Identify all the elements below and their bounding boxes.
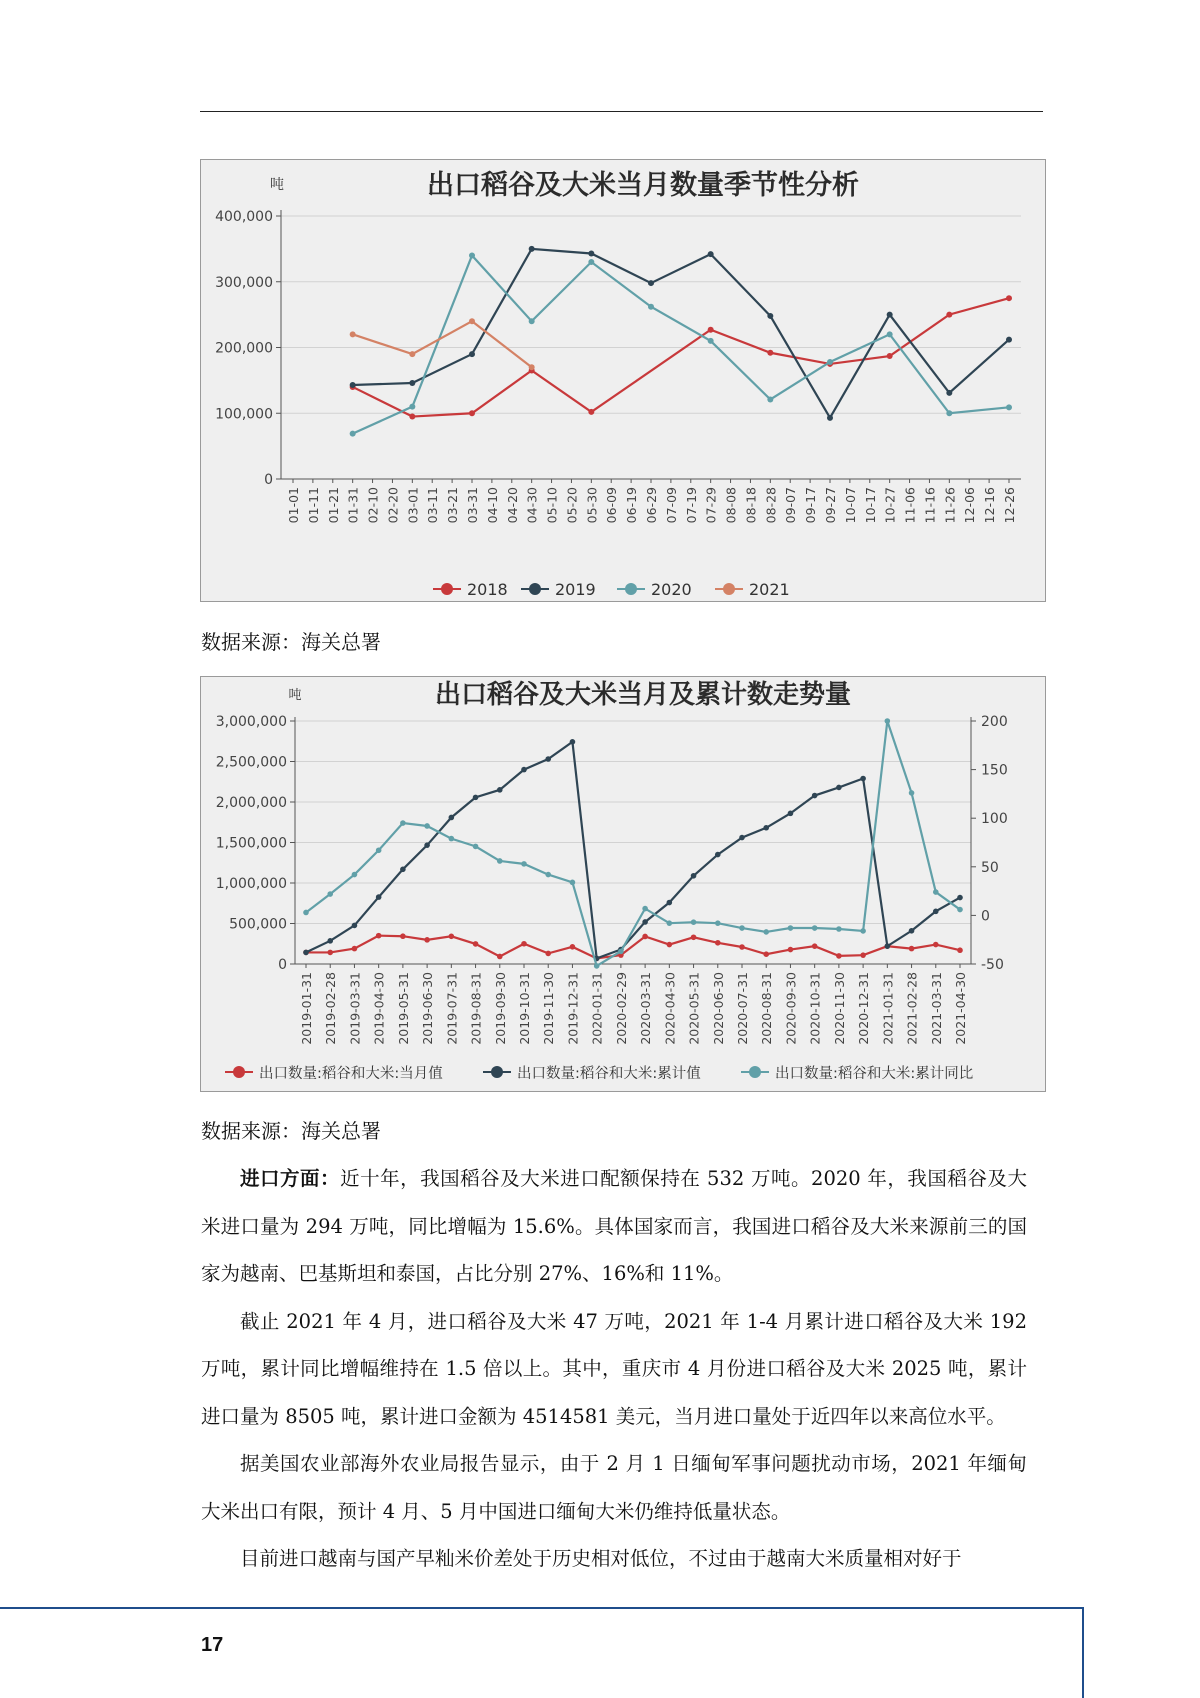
data-point	[909, 790, 915, 796]
legend-label: 2018	[467, 580, 508, 599]
x-tick-label: 08-28	[763, 487, 779, 524]
x-tick-label: 07-29	[703, 487, 719, 524]
legend-marker	[441, 583, 453, 595]
data-point	[497, 787, 503, 793]
data-point	[497, 858, 503, 864]
data-point	[400, 867, 406, 873]
legend-marker	[723, 583, 735, 595]
data-point-2018	[588, 409, 594, 415]
x-tick-label: 06-09	[604, 487, 620, 524]
data-point	[327, 938, 333, 944]
data-point-2019	[767, 313, 773, 319]
data-point	[376, 894, 382, 900]
data-point	[909, 928, 915, 934]
x-tick-label: 09-17	[803, 487, 819, 524]
data-point	[739, 944, 745, 950]
x-tick-label: 02-10	[365, 487, 381, 524]
data-point	[788, 947, 794, 953]
data-point	[570, 880, 576, 886]
legend-marker	[625, 583, 637, 595]
footer-rule	[0, 1607, 1084, 1609]
x-tick-label: 10-27	[882, 487, 898, 524]
data-point	[691, 919, 697, 925]
data-point	[739, 835, 745, 841]
x-tick-label: 11-16	[922, 487, 938, 524]
data-point	[715, 940, 721, 946]
data-point	[788, 925, 794, 931]
data-point	[957, 895, 963, 901]
data-point-2020	[648, 304, 654, 310]
paragraph-text: 近十年，我国稻谷及大米进口配额保持在 532 万吨。2020 年，我国稻谷及大米进口量为 294 万吨，同比增幅为 15.6%。具体国家而言，我国进口稻谷及大米来源前三的国家为越南、巴基斯坦和泰国，占比分别 27%、16%和 11%。	[201, 1167, 1027, 1285]
series-line	[306, 742, 960, 959]
data-point-2021	[350, 331, 356, 337]
data-point	[836, 926, 842, 932]
x-tick-label: 2021-01-31	[880, 972, 896, 1045]
x-tick-label: 2019-01-31	[299, 972, 314, 1045]
legend-marker	[491, 1066, 503, 1078]
data-source-label: 数据来源：海关总署	[201, 630, 381, 654]
x-tick-label: 2019-05-31	[395, 972, 411, 1045]
x-tick-label: 2020-07-31	[735, 972, 750, 1045]
y-tick-label: 0	[278, 957, 287, 973]
data-point-2018	[946, 312, 952, 318]
data-point	[473, 941, 479, 947]
data-point-2018	[708, 327, 714, 333]
data-point	[933, 909, 939, 915]
y-tick-label: 3,000,000	[215, 714, 287, 730]
y-tick-label: 200,000	[215, 340, 273, 357]
x-tick-label: 04-20	[504, 487, 520, 524]
data-point	[957, 907, 963, 913]
data-point	[545, 756, 551, 762]
x-tick-label: 2020-11-30	[831, 972, 847, 1045]
data-point	[667, 900, 673, 906]
legend-label: 2020	[651, 580, 692, 599]
x-tick-label: 04-30	[524, 487, 540, 524]
x-tick-label: 02-20	[385, 487, 401, 524]
y-tick-label: 1,000,000	[215, 876, 287, 892]
x-tick-label: 2019-02-28	[323, 972, 339, 1045]
data-point	[400, 933, 406, 939]
data-point	[376, 933, 382, 939]
legend-label: 出口数量:稻谷和大米:累计同比	[775, 1066, 974, 1082]
data-point-2018	[1006, 295, 1012, 301]
data-point-2018	[409, 414, 415, 420]
data-point-2020	[767, 396, 773, 402]
y-tick-label: 500,000	[229, 916, 287, 933]
x-tick-label: 01-01	[286, 487, 301, 524]
data-point	[352, 946, 358, 952]
data-point-2020	[350, 431, 356, 437]
data-point-2018	[767, 350, 773, 356]
legend-marker	[233, 1066, 245, 1078]
data-point	[570, 739, 576, 745]
x-tick-label: 07-09	[663, 487, 679, 524]
y-tick-label: 0	[264, 472, 273, 488]
data-point	[400, 820, 406, 826]
data-point	[424, 823, 430, 829]
data-point-2019	[1006, 337, 1012, 343]
x-tick-label: 06-19	[624, 487, 640, 524]
data-point-2018	[469, 410, 475, 416]
data-point	[327, 891, 333, 897]
x-tick-label: 2019-04-30	[371, 972, 387, 1045]
data-point	[594, 963, 600, 969]
legend-marker	[529, 583, 541, 595]
x-tick-label: 08-18	[743, 487, 759, 524]
x-tick-label: 01-11	[305, 487, 321, 524]
x-tick-label: 2020-05-31	[686, 972, 702, 1045]
data-point	[739, 925, 745, 931]
y2-tick-label: 100	[981, 811, 1008, 828]
data-point-2020	[827, 359, 833, 365]
y2-tick-label: 0	[981, 908, 990, 925]
data-point-2020	[409, 404, 415, 410]
data-point-2019	[827, 415, 833, 421]
data-point	[957, 947, 963, 953]
legend-label: 出口数量:稻谷和大米:累计值	[517, 1066, 701, 1082]
data-point	[352, 872, 358, 878]
paragraph-cumulative: 截止 2021 年 4 月，进口稻谷及大米 47 万吨，2021 年 1-4 月累计进口稻谷及大米 192 万吨，累计同比增幅维持在 1.5 倍以上。其中，重庆市 4 月份进口稻谷及大米 2025 吨，累计进口量为 8505 吨，累计进口金额为 4514581 美元，当月进口量处于近四年以来高位水平。	[201, 1309, 1027, 1428]
y2-tick-label: 150	[981, 762, 1008, 779]
x-tick-label: 2021-04-30	[953, 972, 968, 1045]
seasonal-export-chart	[200, 159, 1046, 602]
chart-title: 出口稻谷及大米当月数量季节性分析	[427, 170, 859, 201]
data-point	[763, 951, 769, 957]
data-point-2019	[887, 312, 893, 318]
data-point	[715, 852, 721, 858]
data-point	[424, 937, 430, 943]
data-point	[449, 815, 455, 821]
x-tick-label: 05-30	[584, 487, 600, 524]
x-tick-label: 2019-07-31	[444, 972, 460, 1045]
legend-label: 出口数量:稻谷和大米:当月值	[259, 1066, 443, 1082]
data-point	[545, 951, 551, 957]
data-point	[667, 920, 673, 926]
data-point-2021	[469, 318, 475, 324]
seasonal-export-chart-svg	[201, 160, 1045, 601]
x-tick-label: 12-06	[962, 487, 978, 524]
x-tick-label: 2020-04-30	[662, 972, 678, 1045]
data-point	[642, 919, 648, 925]
data-point	[812, 943, 818, 949]
x-tick-label: 01-21	[325, 487, 341, 524]
legend-marker	[749, 1066, 761, 1078]
data-point	[327, 950, 333, 956]
x-tick-label: 2019-09-30	[492, 972, 508, 1045]
x-tick-label: 12-26	[1002, 487, 1017, 524]
data-point	[933, 889, 939, 895]
legend-label: 2021	[749, 580, 790, 599]
x-tick-label: 07-19	[683, 487, 699, 524]
data-point	[763, 929, 769, 935]
data-point	[933, 942, 939, 948]
x-tick-label: 2020-12-31	[856, 972, 872, 1045]
data-point-2019	[529, 246, 535, 252]
data-point-2019	[648, 280, 654, 286]
data-point	[667, 942, 673, 948]
data-point	[836, 785, 842, 791]
paragraph-import	[201, 1155, 1027, 1298]
x-tick-label: 06-29	[644, 487, 659, 524]
data-point	[376, 847, 382, 853]
monthly-cumulative-export-chart	[200, 676, 1046, 1092]
data-point	[521, 767, 527, 773]
data-point	[860, 928, 866, 934]
data-point-2020	[708, 338, 714, 344]
x-tick-label: 2019-10-31	[517, 972, 532, 1045]
data-point-2019	[469, 351, 475, 357]
x-tick-label: 2021-03-31	[928, 972, 944, 1045]
x-tick-label: 2020-06-30	[710, 972, 726, 1045]
data-point	[715, 920, 721, 926]
x-tick-label: 09-27	[823, 487, 838, 524]
data-point-2019	[588, 250, 594, 256]
data-point-2019	[409, 380, 415, 386]
monthly-cumulative-export-chart-svg	[201, 677, 1045, 1091]
x-tick-label: 2019-11-30	[541, 972, 557, 1045]
data-point	[352, 923, 358, 929]
data-point	[885, 718, 891, 724]
x-tick-label: 03-01	[405, 487, 421, 524]
data-point-2021	[529, 364, 535, 370]
y2-tick-label: 200	[981, 714, 1008, 730]
data-point	[691, 873, 697, 879]
data-point-2018	[887, 353, 893, 359]
y-tick-label: 2,000,000	[215, 795, 287, 811]
data-point	[763, 825, 769, 831]
data-point	[473, 844, 479, 850]
legend-label: 2019	[555, 580, 596, 599]
data-point-2019	[350, 382, 356, 388]
x-tick-label: 2019-12-31	[565, 972, 581, 1045]
x-tick-label: 2019-06-30	[420, 972, 436, 1045]
paragraph-myanmar: 据美国农业部海外农业局报告显示，由于 2 月 1 日缅甸军事问题扰动市场，2021 年缅甸大米出口有限，预计 4 月、5 月中国进口缅甸大米仍维持低量状态。	[201, 1452, 1027, 1523]
data-point	[885, 943, 891, 949]
x-tick-label: 10-07	[842, 487, 858, 524]
paragraph-vietnam: 目前进口越南与国产早籼米价差处于历史相对低位，不过由于越南大米质量相对好于	[240, 1547, 962, 1570]
data-point-2020	[469, 252, 475, 258]
data-point	[909, 946, 915, 952]
data-point-2020	[1006, 404, 1012, 410]
x-tick-label: 12-16	[982, 487, 998, 524]
data-point	[642, 934, 648, 940]
x-tick-label: 11-26	[942, 487, 958, 524]
data-point	[642, 906, 648, 912]
data-point	[812, 793, 818, 799]
x-tick-label: 2021-02-28	[904, 972, 920, 1045]
data-point	[303, 950, 309, 956]
y-tick-label: 400,000	[215, 209, 273, 225]
data-point	[618, 949, 624, 955]
x-tick-label: 2020-10-31	[807, 972, 823, 1045]
body-text	[201, 1155, 1027, 1583]
data-point-2020	[529, 318, 535, 324]
data-point	[860, 776, 866, 782]
footer-rule-vertical	[1082, 1607, 1084, 1698]
x-tick-label: 03-31	[465, 487, 480, 524]
data-point	[521, 861, 527, 867]
y2-tick-label: 50	[981, 859, 999, 876]
x-tick-label: 01-31	[345, 487, 361, 524]
data-point	[303, 910, 309, 916]
y-tick-label: 100,000	[215, 406, 273, 423]
x-tick-label: 03-11	[425, 487, 441, 524]
y2-tick-label: -50	[981, 957, 1004, 973]
y-axis-unit: 吨	[270, 177, 284, 193]
data-point	[449, 836, 455, 842]
data-point	[691, 934, 697, 940]
x-tick-label: 03-21	[445, 487, 461, 524]
data-point-2020	[887, 331, 893, 337]
data-point	[860, 952, 866, 958]
page-number: 17	[201, 1634, 224, 1656]
x-tick-label: 04-10	[484, 487, 500, 524]
chart-title: 出口稻谷及大米当月及累计数走势量	[434, 680, 852, 710]
x-tick-label: 09-07	[783, 487, 799, 524]
y-tick-label: 1,500,000	[215, 835, 287, 852]
x-tick-label: 2020-08-31	[759, 972, 775, 1045]
x-tick-label: 2019-08-31	[468, 972, 484, 1045]
header-rule	[200, 111, 1043, 112]
paragraph-lead: 进口方面：	[240, 1167, 341, 1190]
y-tick-label: 2,500,000	[215, 754, 287, 771]
x-tick-label: 2019-03-31	[347, 972, 363, 1045]
data-point	[545, 872, 551, 878]
data-point	[521, 941, 527, 947]
data-source-label: 数据来源：海关总署	[201, 1119, 381, 1143]
data-point-2019	[946, 390, 952, 396]
y-tick-label: 300,000	[215, 274, 273, 291]
y-axis-unit: 吨	[288, 688, 302, 703]
x-tick-label: 05-10	[544, 487, 560, 524]
x-tick-label: 2020-02-29	[613, 972, 629, 1045]
data-point	[497, 954, 503, 960]
x-tick-label: 08-08	[723, 487, 739, 524]
data-point	[473, 795, 479, 801]
data-point	[788, 811, 794, 817]
x-tick-label: 05-20	[564, 487, 580, 524]
data-point	[836, 953, 842, 959]
data-point-2020	[588, 259, 594, 265]
x-tick-label: 10-17	[862, 487, 878, 524]
x-tick-label: 2020-03-31	[638, 972, 654, 1045]
data-point-2021	[409, 351, 415, 357]
data-point-2019	[708, 251, 714, 257]
data-point	[424, 842, 430, 848]
x-tick-label: 2020-09-30	[783, 972, 799, 1045]
series-line-2018	[353, 298, 1009, 416]
data-point	[812, 925, 818, 931]
data-point	[570, 944, 576, 950]
data-point	[449, 933, 455, 939]
x-tick-label: 2020-01-31	[589, 972, 605, 1045]
data-point-2020	[946, 410, 952, 416]
x-tick-label: 11-06	[902, 487, 918, 524]
